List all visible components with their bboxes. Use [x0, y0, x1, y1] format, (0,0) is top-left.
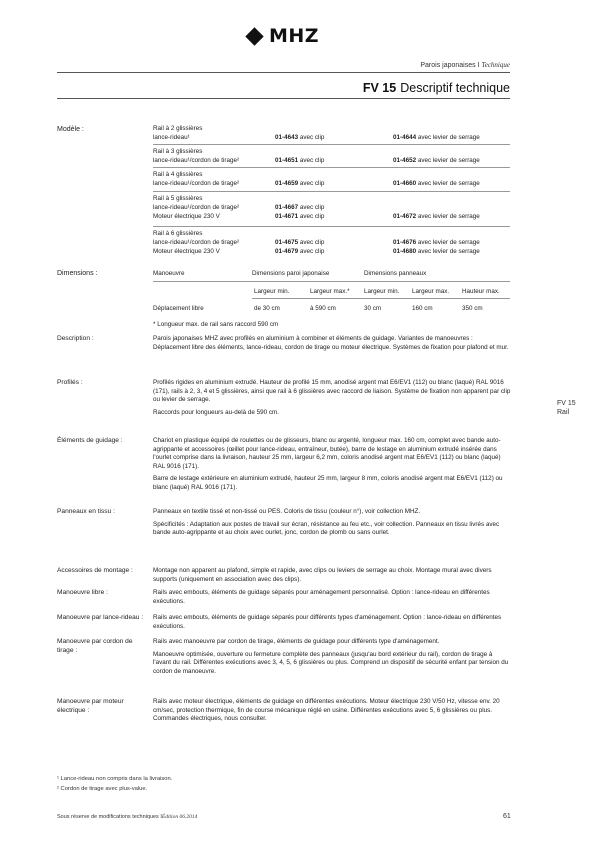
- modele-separator: [153, 191, 510, 192]
- section-label: Manoeuvre par cordon de tirage :: [57, 638, 133, 654]
- dim-col-paroi: Dimensions paroi japonaise: [252, 270, 330, 277]
- diamond-icon: [245, 27, 263, 45]
- modele-desc-line: Moteur électrique 230 V: [153, 248, 220, 255]
- section-body: [153, 698, 511, 728]
- section-paragraph: Rails avec moteur électrique, éléments de guidage en différentes exécutions. Moteur électrique 230 V/50 Hz, vitesse env. 20 cm/sec, protection thermique, fin de course mécanique réglé en usine. Différentes exécutions avec 5, 6 glissières ou plus. Commandes électriques, nous consulter.: [153, 698, 500, 722]
- section-label: Éléments de guidage :: [57, 437, 123, 444]
- side-code: FV 15: [557, 400, 576, 407]
- modele-article-lever: [393, 238, 480, 247]
- article-number: 01-4660: [393, 180, 417, 187]
- dim-row-v4: 160 cm: [412, 305, 433, 312]
- modele-desc-line: Moteur électrique 230 V: [153, 213, 220, 220]
- article-number: 01-4644: [393, 134, 417, 141]
- dim-sub-separator: [252, 298, 510, 299]
- modele-label: Modèle :: [57, 126, 84, 133]
- article-number: 01-4652: [393, 157, 417, 164]
- modele-desc-line: lance-rideau¹/cordon de tirage²: [153, 239, 240, 246]
- section-paragraph: Montage non apparent au plafond, simple et rapide, avec clips ou leviers de serrage au choix. Montage mural avec divers supports (uniquement en association avec des clips).: [153, 567, 492, 583]
- modele-desc-line: lance-rideau¹/cordon de tirage²: [153, 157, 240, 164]
- modele-article-clip: [275, 179, 324, 188]
- dim-row-v5: 350 cm: [462, 305, 483, 312]
- modele-article-clip: [275, 247, 324, 256]
- section-label: Manoeuvre par moteur électrique :: [57, 698, 124, 714]
- dim-col-manoeuvre: Manoeuvre: [153, 270, 185, 277]
- header-subtitle: Parois japonaises I Technique: [420, 61, 510, 69]
- article-number: 01-4643: [275, 134, 299, 141]
- section-paragraph: Parois japonaises MHZ avec profilés en aluminium à combiner et éléments de guidage. Variantes de manoeuvres : Déplacement libre des éléments, lance-rideau, cordon de tirage ou moteur électrique. Systèmes de fixation pour plafond et mur.: [153, 335, 509, 351]
- section-body: [153, 335, 511, 356]
- section-paragraph: Rails avec embouts, éléments de guidage séparés pour aménagement personnalisé. Option : lance-rideau en différentes exécutions.: [153, 589, 490, 605]
- section-body: [153, 589, 511, 610]
- dim-row-v1: de 30 cm: [254, 305, 280, 312]
- footnote-1: ¹ Lance-rideau non compris dans la livraison.: [57, 776, 173, 782]
- section-paragraph: Spécificités : Adaptation aux postes de travail sur écran, résistance au feu etc., voir collection. Panneaux en tissu livrés avec bande auto-agrippante et au choix avec ourlet, jonc, cordon de plomb ou sans ourlet.: [153, 520, 500, 536]
- section-body: [153, 437, 511, 496]
- article-type: avec clip: [298, 239, 325, 246]
- title-rule: [57, 98, 510, 99]
- footer-note: Sous réserve de modifications techniques IÉdition 06.2014: [57, 814, 198, 820]
- section-body: [153, 379, 511, 421]
- page-number: 61: [503, 813, 511, 820]
- dim-sub-0: Largeur min.: [254, 288, 290, 295]
- dim-sub-3: Largeur max.: [412, 288, 450, 295]
- modele-separator: [153, 167, 510, 168]
- article-type: avec clip: [298, 134, 325, 141]
- modele-article-clip: [275, 133, 324, 142]
- article-type: avec levier de serrage: [416, 134, 480, 141]
- section-label: Manoeuvre par lance-rideau :: [57, 614, 144, 621]
- article-number: 01-4651: [275, 157, 299, 164]
- modele-article-clip: [275, 238, 324, 247]
- dim-col-panneaux: Dimensions panneaux: [364, 270, 427, 277]
- modele-desc-line: Rail à 6 glissières: [153, 230, 203, 237]
- article-type: avec levier de serrage: [416, 239, 480, 246]
- section-body: [153, 638, 511, 680]
- dim-row-v3: 30 cm: [364, 305, 382, 312]
- section-paragraph: Chariot en plastique équipé de roulettes ou de glisseurs, blanc ou argenté, longueur max. 160 cm, complet avec bande auto-agrippante et accessoires (œillet pour lance-rideau, entraîneur, butée), barre de lestage en aluminium extrudé insérée dans l'ourlet comprise dans la livraison, hauteur 25 mm, largeur 6,2 mm, coloris anodisé argent mat E6/EV1 (112) ou blanc (laqué) RAL 9016 (171).: [153, 437, 501, 470]
- article-number: 01-4676: [393, 239, 417, 246]
- section-paragraph: Manoeuvre optimisée, ouverture ou fermeture complète des panneaux (jusqu'au bord extérieur du rail), cordon de tirage à l'avant du rail. Différentes exécutions avec 3, 4, 5, 6 glissières ou plus. Comprend un dispositif de sécurité enfant par tension du cordon de manoeuvre.: [153, 650, 509, 675]
- dim-separator: [153, 281, 510, 282]
- modele-desc-line: lance-rideau¹/cordon de tirage²: [153, 204, 240, 211]
- section-paragraph: Barre de lestage extérieure en aluminium extrudé, hauteur 25 mm, largeur 8 mm, coloris anodisé argent mat E6/EV1 (112) ou blanc (laqué) RAL 9016 (171).: [153, 475, 503, 491]
- title-text: Descriptif technique: [400, 81, 510, 95]
- section-paragraph: Panneaux en textile tissé et non-tissé ou PES. Coloris de tissu (couleur n°), voir collection MHZ.: [153, 508, 421, 515]
- article-type: avec clip: [298, 157, 325, 164]
- section-paragraph: Profilés rigides en aluminium extrudé. Hauteur de profilé 15 mm, anodisé argent mat E6/EV1 (112) ou blanc (laqué) RAL 9016 (171), rails à 2, 3, 4 et 5 glissières, ainsi que rail à 6 glissières avec raccord de liaison. Système de fixation non apparent par clip ou levier de serrage.: [153, 379, 511, 403]
- dim-sub-2: Largeur min.: [364, 288, 400, 295]
- section-paragraph: Raccords pour longueurs au-delà de 590 cm.: [153, 408, 280, 416]
- article-number: 01-4675: [275, 239, 299, 246]
- dim-sub-1: Largeur max.*: [310, 288, 350, 295]
- section-body: [153, 614, 511, 635]
- modele-separator: [153, 144, 510, 145]
- modele-desc-line: Rail à 2 glissières: [153, 125, 203, 132]
- modele-article-clip: [275, 156, 324, 165]
- article-number: 01-4671: [275, 213, 299, 220]
- page-title: [363, 81, 510, 95]
- product-code: FV 15: [362, 81, 397, 95]
- article-number: 01-4659: [275, 180, 299, 187]
- dimensions-label: Dimensions :: [57, 270, 98, 277]
- side-label: Rail: [557, 409, 570, 416]
- article-number: 01-4680: [393, 248, 417, 255]
- dim-sub-4: Hauteur max.: [462, 288, 500, 295]
- article-type: avec clip: [298, 213, 325, 220]
- article-type: avec clip: [298, 248, 325, 255]
- article-type: avec levier de serrage: [416, 248, 480, 255]
- article-number: 01-4672: [393, 213, 417, 220]
- modele-article-lever: [393, 133, 480, 142]
- header-rule: [57, 72, 510, 73]
- article-type: avec levier de serrage: [416, 213, 480, 220]
- modele-desc-line: Rail à 3 glissières: [153, 148, 203, 155]
- section-label: Description :: [57, 335, 94, 342]
- section-label: Panneaux en tissu :: [57, 508, 115, 515]
- dim-row-label: Déplacement libre: [153, 305, 204, 312]
- modele-desc-line: lance-rideau¹: [153, 134, 190, 141]
- modele-desc-line: lance-rideau¹/cordon de tirage²: [153, 180, 240, 187]
- article-number: 01-4679: [275, 248, 299, 255]
- article-type: avec clip: [298, 204, 325, 211]
- footnote-2: ² Cordon de tirage avec plus-value.: [57, 786, 148, 792]
- brand-name: MHZ: [269, 25, 320, 47]
- modele-desc-line: Rail à 4 glissières: [153, 171, 203, 178]
- article-number: 01-4667: [275, 204, 299, 211]
- modele-desc-line: Rail à 5 glissières: [153, 195, 203, 202]
- section-body: [153, 567, 511, 588]
- dim-row-v2: à 590 cm: [310, 305, 336, 312]
- modele-article-lever: [393, 179, 480, 188]
- modele-article-lever: [393, 247, 480, 256]
- brand-logo: [248, 26, 319, 46]
- section-label: Profilés :: [57, 379, 83, 386]
- section-body: [153, 508, 511, 542]
- modele-article-lever: [393, 156, 480, 165]
- section-label: Manoeuvre libre :: [57, 589, 108, 596]
- modele-separator: [153, 226, 510, 227]
- modele-article-clip: [275, 203, 324, 212]
- section-paragraph: Rails avec manoeuvre par cordon de tirage, éléments de guidage pour différents type d'aménagement.: [153, 638, 440, 645]
- section-paragraph: Rails avec embouts, éléments de guidage séparés pour différents types d'aménagement. Option : lance-rideau en différentes exécutions.: [153, 614, 502, 630]
- dim-note: * Longueur max. de rail sans raccord 590 cm: [153, 321, 279, 328]
- article-type: avec clip: [298, 180, 325, 187]
- article-type: avec levier de serrage: [416, 180, 480, 187]
- modele-article-clip: [275, 212, 324, 221]
- section-label: Accessoires de montage :: [57, 567, 133, 574]
- modele-article-lever: [393, 212, 480, 221]
- article-type: avec levier de serrage: [416, 157, 480, 164]
